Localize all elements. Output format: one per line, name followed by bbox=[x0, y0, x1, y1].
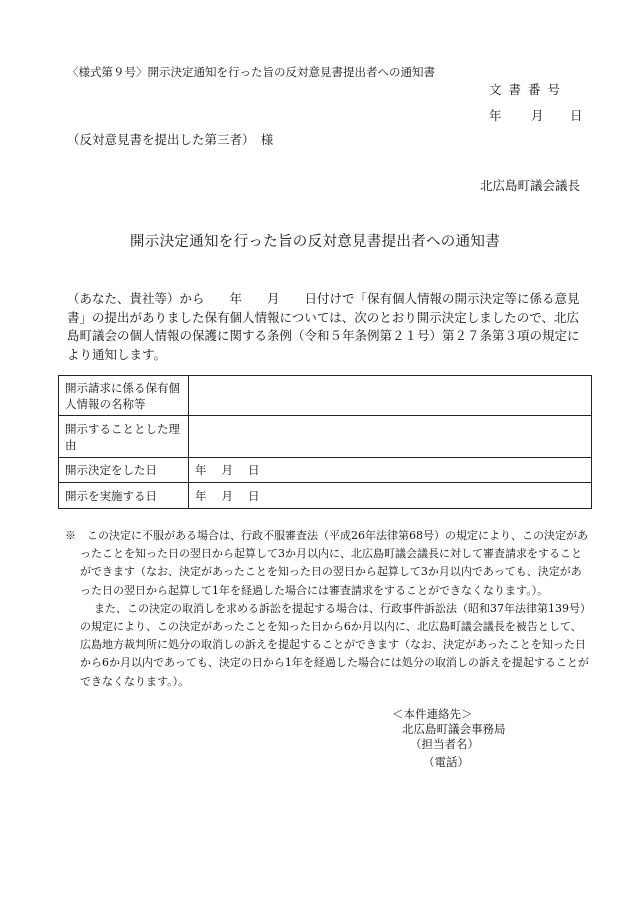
row-label: 開示決定をした日 bbox=[59, 458, 189, 483]
contact-phone: （電話） bbox=[423, 755, 469, 769]
day-label: 日 bbox=[570, 108, 583, 123]
month-label: 月 bbox=[221, 463, 233, 477]
row-label: 開示請求に係る保有個人情報の名称等 bbox=[59, 376, 189, 416]
contact-heading: ＜本件連絡先＞ bbox=[392, 707, 473, 721]
sender: 北広島町議会議長 bbox=[480, 178, 581, 193]
table-row bbox=[59, 376, 592, 416]
form-number-label: 〈様式第９号〉開示決定通知を行った旨の反対意見書提出者への通知書 bbox=[67, 65, 435, 79]
year-label: 年 bbox=[195, 488, 207, 503]
year-label: 年 bbox=[489, 108, 502, 123]
contact-office: 北広島町議会事務局 bbox=[402, 722, 506, 736]
row-date-value bbox=[189, 483, 592, 509]
document-title: 開示決定通知を行った旨の反対意見書提出者への通知書 bbox=[130, 234, 500, 250]
notice-paragraph: （あなた、貴社等）から 年 月 日付けで「保有個人情報の開示決定等に係る意見書」の提出がありました保有個人情報については、次のとおり開示決定しましたので、北広島町議会の個人情報の保護に関する条例（令和５年条例第２１号）第２７条第３項の規定により通知します。 bbox=[67, 291, 580, 362]
appeal-note bbox=[65, 527, 592, 691]
note-paragraph: ※ この決定に不服がある場合は、行政不服審査法（平成26年法律第68号）の規定により、この決定があったことを知った日の翌日から起算して3か月以内に、北広島町議会議長に対して審査請求をすることができます（なお、決定があったことを知った日の翌日から起算して3か月以内であっても、決定があった日の翌日から起算して1年を経過した場合には審査請求をすることができなくなります。）。 bbox=[65, 529, 588, 597]
row-value bbox=[189, 416, 592, 458]
month-label: 月 bbox=[221, 488, 233, 503]
row-value bbox=[189, 376, 592, 416]
table-row bbox=[59, 458, 592, 483]
month-label: 月 bbox=[531, 108, 544, 123]
note-paragraph: また、この決定の取消しを求める訴訟を提起する場合は、行政事件訴訟法（昭和37年法律第139号）の規定により、この決定があったことを知った日から6か月以内に、北広島町議会議長を被告として、広島地方裁判所に処分の取消しの訴えを提起することができます（なお、決定があったことを知った日から6か月以内であっても、決定の日から1年を経過した場合には処分の取消しの訴えを提起することができなくなります。）。 bbox=[80, 601, 591, 688]
contact-person: （担当者名） bbox=[410, 737, 479, 751]
disclosure-info-table bbox=[58, 375, 592, 509]
row-label: 開示を実施する日 bbox=[59, 483, 189, 509]
day-label: 日 bbox=[248, 463, 260, 477]
document-number-label: 文書番号 bbox=[489, 82, 568, 97]
table-row bbox=[59, 483, 592, 509]
recipient: （反対意見書を提出した第三者） 様 bbox=[67, 132, 274, 147]
year-label: 年 bbox=[195, 463, 207, 477]
day-label: 日 bbox=[248, 488, 260, 503]
notice-body bbox=[67, 290, 583, 364]
row-label: 開示することとした理由 bbox=[59, 416, 189, 458]
table-row bbox=[59, 416, 592, 458]
row-date-value bbox=[189, 458, 592, 483]
issue-date bbox=[489, 106, 583, 124]
